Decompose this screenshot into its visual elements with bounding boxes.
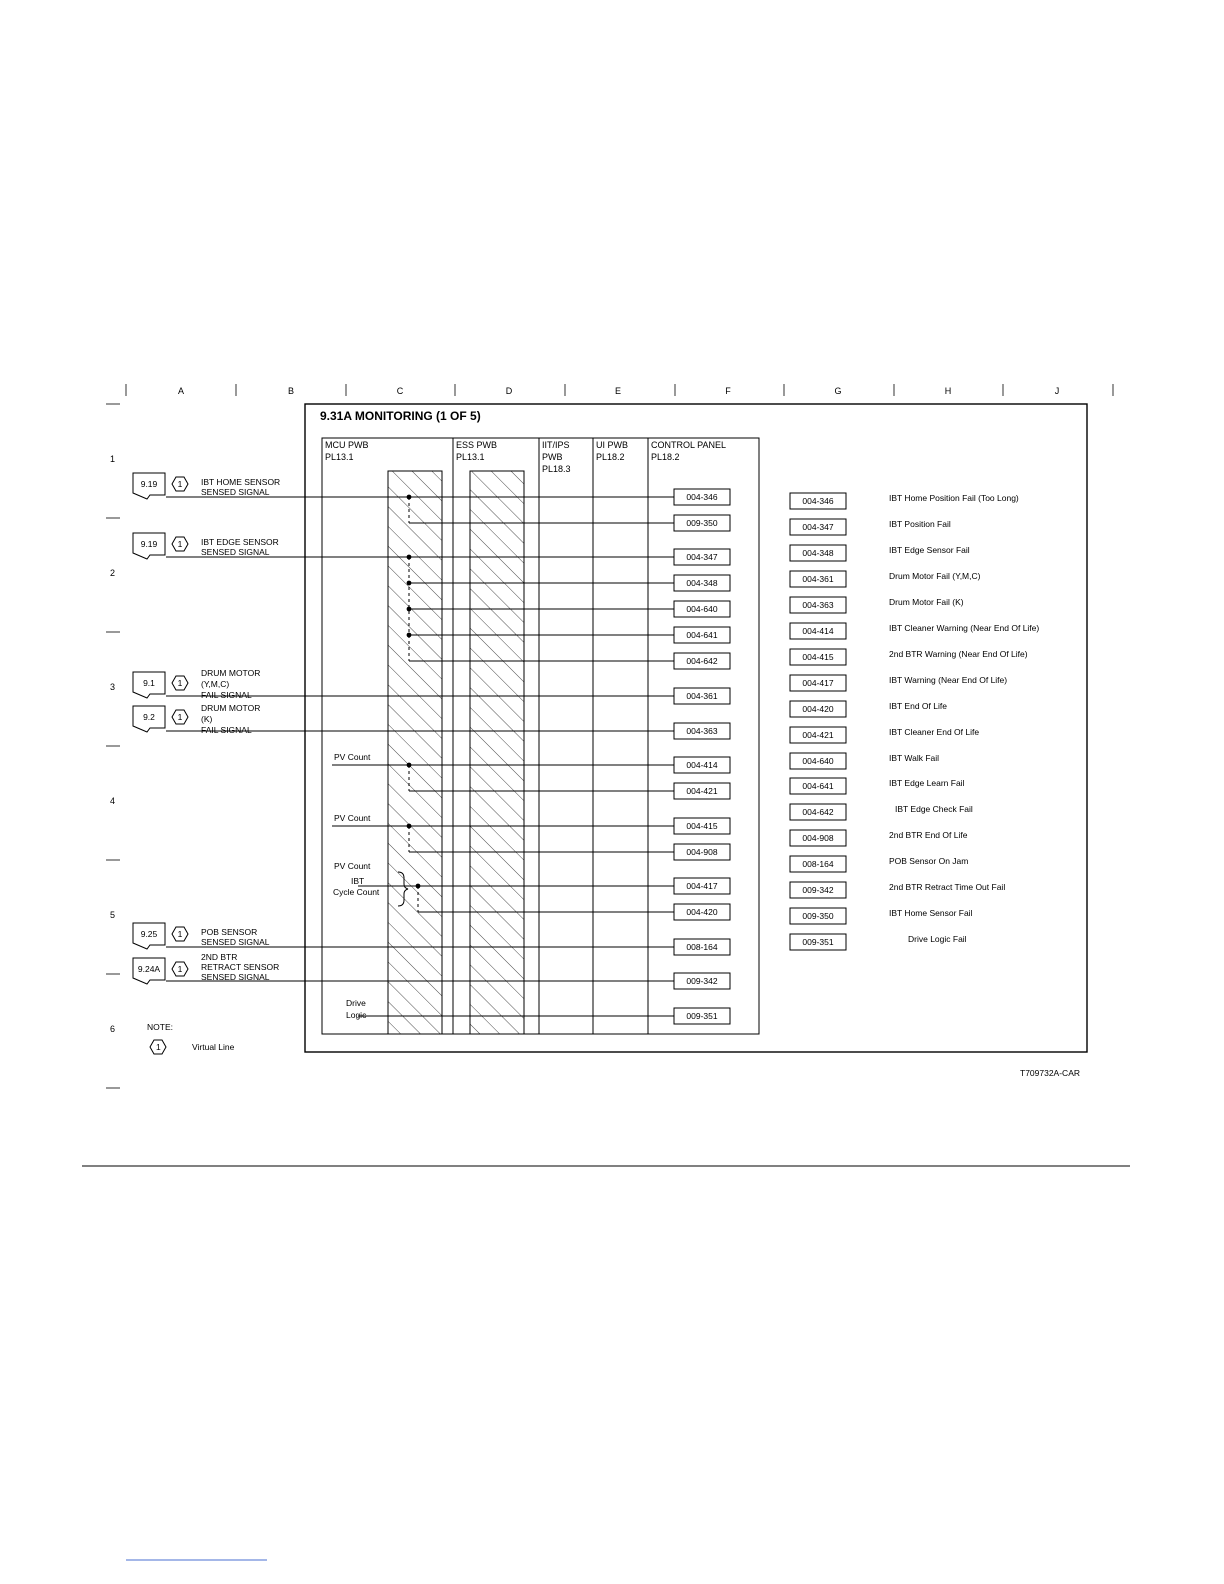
code-box-label: 004-346 bbox=[686, 492, 718, 502]
note-symbol-number: 1 bbox=[156, 1042, 161, 1052]
code-box-label: 004-908 bbox=[686, 847, 718, 857]
grid-column-label: H bbox=[944, 386, 952, 396]
ess-pwb-label: ESS PWB bbox=[456, 440, 498, 450]
code-box-label: 004-415 bbox=[686, 821, 718, 831]
input-signal-label: (K) bbox=[201, 714, 213, 724]
grid-column-label: J bbox=[1054, 386, 1060, 396]
connector-note: 1 bbox=[177, 678, 183, 688]
fault-code-legend bbox=[790, 493, 1039, 950]
connector-note: 1 bbox=[177, 479, 183, 489]
code-box-label: 009-350 bbox=[686, 518, 718, 528]
input-signal-label: 2ND BTR bbox=[201, 952, 238, 962]
legend-code: 004-641 bbox=[802, 781, 834, 791]
ibt-cycle-count-label: Cycle Count bbox=[333, 887, 380, 897]
junction-dot bbox=[407, 824, 412, 829]
input-signal-label: POB SENSOR bbox=[201, 927, 258, 937]
pv-count-label: PV Count bbox=[334, 752, 371, 762]
code-box-label: 009-342 bbox=[686, 976, 718, 986]
legend-description: Drum Motor Fail (K) bbox=[889, 597, 964, 607]
input-connectors bbox=[133, 473, 280, 984]
grid-column-label: A bbox=[177, 386, 185, 396]
legend-code: 004-414 bbox=[802, 626, 834, 636]
code-box-label: 004-421 bbox=[686, 786, 718, 796]
legend-code: 009-342 bbox=[802, 885, 834, 895]
grid-row-label: 6 bbox=[110, 1024, 116, 1034]
legend-code: 004-347 bbox=[802, 522, 834, 532]
legend-description: IBT Cleaner Warning (Near End Of Life) bbox=[889, 623, 1040, 633]
legend-code: 004-346 bbox=[802, 496, 834, 506]
connector-note: 1 bbox=[177, 964, 183, 974]
legend-code: 008-164 bbox=[802, 859, 834, 869]
connector-note: 1 bbox=[177, 712, 183, 722]
input-signal-label: FAIL SIGNAL bbox=[201, 725, 252, 735]
legend-code: 004-415 bbox=[802, 652, 834, 662]
legend-description: IBT Warning (Near End Of Life) bbox=[889, 675, 1008, 685]
connector-note: 1 bbox=[177, 539, 183, 549]
grid-column-label: G bbox=[834, 386, 842, 396]
ui-pwb-part: PL18.2 bbox=[596, 452, 625, 462]
legend-description: POB Sensor On Jam bbox=[889, 856, 969, 866]
grid-column-label: E bbox=[614, 386, 622, 396]
iit-pwb-label2: PWB bbox=[542, 452, 563, 462]
grid-column-label: B bbox=[287, 386, 295, 396]
legend-code: 009-351 bbox=[802, 937, 834, 947]
control-panel-label: CONTROL PANEL bbox=[651, 440, 727, 450]
legend-code: 004-348 bbox=[802, 548, 834, 558]
ess-pwb-part: PL13.1 bbox=[456, 452, 485, 462]
legend-code: 004-417 bbox=[802, 678, 834, 688]
grid-row-label: 5 bbox=[110, 910, 116, 920]
legend-description: IBT Home Sensor Fail bbox=[889, 908, 973, 918]
code-box-label: 004-414 bbox=[686, 760, 718, 770]
connector-note: 1 bbox=[177, 929, 183, 939]
grid-row-label: 4 bbox=[110, 796, 116, 806]
input-signal-label: DRUM MOTOR bbox=[201, 668, 261, 678]
legend-description: IBT Cleaner End Of Life bbox=[889, 727, 980, 737]
legend-description: 2nd BTR End Of Life bbox=[889, 830, 968, 840]
junction-dot bbox=[407, 495, 412, 500]
input-signal-label: SENSED SIGNAL bbox=[201, 937, 270, 947]
junction-dot bbox=[416, 884, 421, 889]
code-box-label: 004-347 bbox=[686, 552, 718, 562]
code-box-label: 009-351 bbox=[686, 1011, 718, 1021]
legend-description: Drive Logic Fail bbox=[908, 934, 967, 944]
control-panel-part: PL18.2 bbox=[651, 452, 680, 462]
mcu-pwb-label: MCU PWB bbox=[325, 440, 369, 450]
code-box-label: 004-361 bbox=[686, 691, 718, 701]
legend-description: 2nd BTR Retract Time Out Fail bbox=[889, 882, 1006, 892]
code-box-label: 004-417 bbox=[686, 881, 718, 891]
ibt-cycle-count-label: IBT bbox=[351, 876, 365, 886]
input-signal-label: DRUM MOTOR bbox=[201, 703, 261, 713]
connector-ref: 9.2 bbox=[143, 712, 155, 722]
junction-dot bbox=[407, 633, 412, 638]
diagram-title: 9.31A MONITORING (1 OF 5) bbox=[320, 409, 481, 423]
control-panel-codes bbox=[674, 489, 730, 1024]
legend-description: 2nd BTR Warning (Near End Of Life) bbox=[889, 649, 1028, 659]
legend-code: 004-908 bbox=[802, 833, 834, 843]
grid-row-label: 3 bbox=[110, 682, 116, 692]
connector-ref: 9.19 bbox=[140, 539, 158, 549]
grid-column-label: C bbox=[396, 386, 404, 396]
pv-count-label: PV Count bbox=[334, 861, 371, 871]
legend-code: 004-640 bbox=[802, 756, 834, 766]
connector-ref: 9.1 bbox=[143, 678, 155, 688]
code-box-label: 004-640 bbox=[686, 604, 718, 614]
grid-row-label: 1 bbox=[110, 454, 116, 464]
junction-dot bbox=[407, 607, 412, 612]
junction-dot bbox=[407, 763, 412, 768]
legend-description: Drum Motor Fail (Y,M,C) bbox=[889, 571, 981, 581]
note-label: NOTE: bbox=[147, 1022, 173, 1032]
figure-id: T709732A-CAR bbox=[1020, 1068, 1081, 1078]
pv-count-label: PV Count bbox=[334, 813, 371, 823]
code-box-label: 004-348 bbox=[686, 578, 718, 588]
code-box-label: 008-164 bbox=[686, 942, 718, 952]
legend-description: IBT Edge Learn Fail bbox=[889, 778, 965, 788]
grid-row-markers bbox=[106, 404, 120, 1088]
connector-ref: 9.24A bbox=[137, 964, 161, 974]
legend-description: IBT Home Position Fail (Too Long) bbox=[889, 493, 1019, 503]
drive-logic-label: Drive bbox=[346, 998, 366, 1008]
drive-logic-label: Logic bbox=[346, 1010, 367, 1020]
legend-description: IBT Edge Sensor Fail bbox=[889, 545, 970, 555]
input-signal-label: IBT HOME SENSOR bbox=[201, 477, 281, 487]
grid-column-markers bbox=[126, 384, 1113, 396]
grid-column-label: D bbox=[505, 386, 513, 396]
iit-pwb-label: IIT/IPS bbox=[542, 440, 570, 450]
connector-ref: 9.25 bbox=[140, 929, 158, 939]
connector-ref: 9.19 bbox=[140, 479, 158, 489]
code-box-label: 004-641 bbox=[686, 630, 718, 640]
note-text: Virtual Line bbox=[192, 1042, 235, 1052]
legend-description: IBT Edge Check Fail bbox=[895, 804, 973, 814]
legend-code: 004-642 bbox=[802, 807, 834, 817]
input-signal-label: SENSED SIGNAL bbox=[201, 547, 270, 557]
legend-code: 004-363 bbox=[802, 600, 834, 610]
junction-dot bbox=[407, 555, 412, 560]
code-box-label: 004-420 bbox=[686, 907, 718, 917]
input-signal-label: (Y,M,C) bbox=[201, 679, 230, 689]
grid-column-label: F bbox=[725, 386, 731, 396]
mcu-pwb-part: PL13.1 bbox=[325, 452, 354, 462]
ui-pwb-label: UI PWB bbox=[596, 440, 629, 450]
legend-description: IBT Position Fail bbox=[889, 519, 951, 529]
grid-row-label: 2 bbox=[110, 568, 116, 578]
junction-dot bbox=[407, 581, 412, 586]
legend-description: IBT Walk Fail bbox=[889, 753, 940, 763]
input-signal-label: SENSED SIGNAL bbox=[201, 487, 270, 497]
code-box-label: 004-363 bbox=[686, 726, 718, 736]
legend-code: 004-361 bbox=[802, 574, 834, 584]
mcu-hatched-region bbox=[388, 471, 442, 1034]
input-signal-label: SENSED SIGNAL bbox=[201, 972, 270, 982]
legend-code: 004-421 bbox=[802, 730, 834, 740]
note bbox=[147, 1022, 235, 1054]
legend-description: IBT End Of Life bbox=[889, 701, 947, 711]
input-signal-label: FAIL SIGNAL bbox=[201, 690, 252, 700]
input-signal-label: RETRACT SENSOR bbox=[201, 962, 280, 972]
legend-code: 009-350 bbox=[802, 911, 834, 921]
code-box-label: 004-642 bbox=[686, 656, 718, 666]
input-signal-label: IBT EDGE SENSOR bbox=[201, 537, 279, 547]
pwb-column-headers bbox=[325, 440, 726, 474]
legend-code: 004-420 bbox=[802, 704, 834, 714]
ess-hatched-region bbox=[470, 471, 524, 1034]
iit-pwb-part: PL18.3 bbox=[542, 464, 571, 474]
